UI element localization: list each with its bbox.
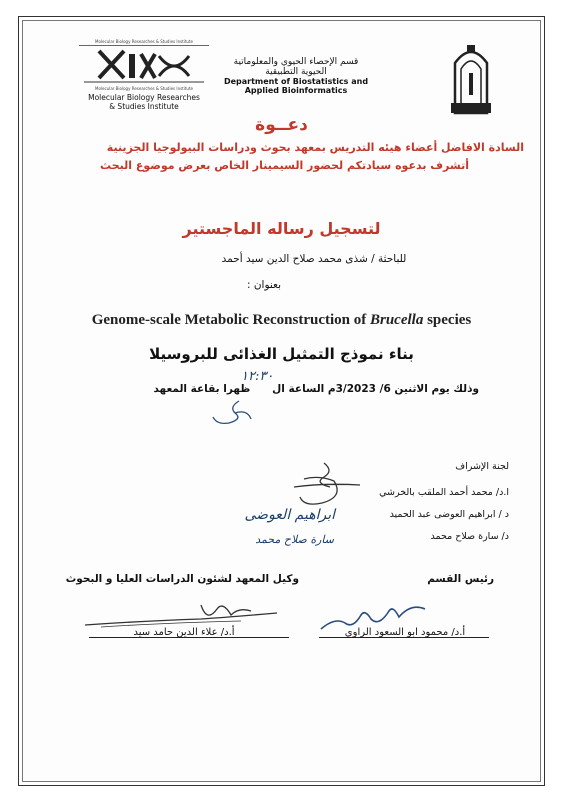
committee-member-2: د / ابراهيم العوضى عبد الحميد [389,509,509,520]
dept-ar-line-2: الحيوية التطبيقية [265,67,327,77]
committee-member-3: د/ سارة صلاح محمد [430,531,509,542]
invitation-line-2: أتشرف بدعوه سيادتكم لحضور السيمينار الخاص بعرض موضوع البحث [100,159,469,172]
seminar-datetime: وذلك يوم الاثنين 6/ 3/2023م الساعة ال ظهرا بقاعة المعهد [153,383,479,395]
invitation-document [18,16,545,786]
university-tower-icon [443,39,499,115]
thesis-title-en-pre: Genome-scale Metabolic Reconstruction of [91,312,370,328]
invitation-title: دعــوة [255,115,308,135]
thesis-title-en-italic: Brucella [370,312,424,328]
logo-tagline: Molecular Biology Researches & Studies Institute [95,86,193,91]
department-header [211,57,381,95]
logo-top-text: Molecular Biology Researches & Studies Institute [79,39,209,46]
thesis-title-ar: بناء نموذج التمثيل الغذائى للبروسيلا [149,345,414,363]
university-seal [443,39,499,115]
committee-handwritten-names-2: سارة صلاح محمد [255,533,334,546]
logo-caption-1: Molecular Biology Researches [88,93,200,102]
head-label: رئيس القسم [427,573,494,585]
invitation-line-1: السادة الافاضل أعضاء هيئه التدريس بمعهد بحوث ودراسات البيولوجيا الجزينية [106,141,524,154]
head-name: أ.د/ محمود ابو السعود الراوي [344,627,466,638]
logo-caption-2: & Studies Institute [109,102,179,111]
committee-handwritten-names: ابراهيم العوضى [244,507,335,523]
vice-dean-name: أ.د/ علاء الدين حامد سيد [133,627,235,638]
dept-en-line-1: Department of Biostatistics and [223,77,369,86]
researcher-name: للباحثة / شذى محمد صلاح الدين سيد أحمد [221,253,407,265]
vice-dean-label: وكيل المعهد لشئون الدراسات العليا و البحوث [65,573,299,585]
handwritten-time: ١٢:٣٠ [241,369,274,384]
institute-logo [79,39,209,123]
committee-label: لجنة الإشراف [455,461,509,472]
committee-signature-1 [264,457,374,512]
seminar-type: لتسجيل رساله الماجستير [182,219,381,238]
thesis-title-en [19,312,544,329]
thesis-title-en-post: species [423,312,472,328]
initials-scribble-icon [199,397,259,429]
committee-member-1: ا.د/ محمد أحمد الملقب بالخرشي [379,487,509,498]
dna-logo-icon [79,46,209,86]
dept-en-line-2: Applied Bioinformatics [244,86,348,95]
dept-ar-line-1: قسم الإحصاء الحيوي والمعلوماتية [233,57,359,67]
title-label: بعنوان : [246,279,282,291]
